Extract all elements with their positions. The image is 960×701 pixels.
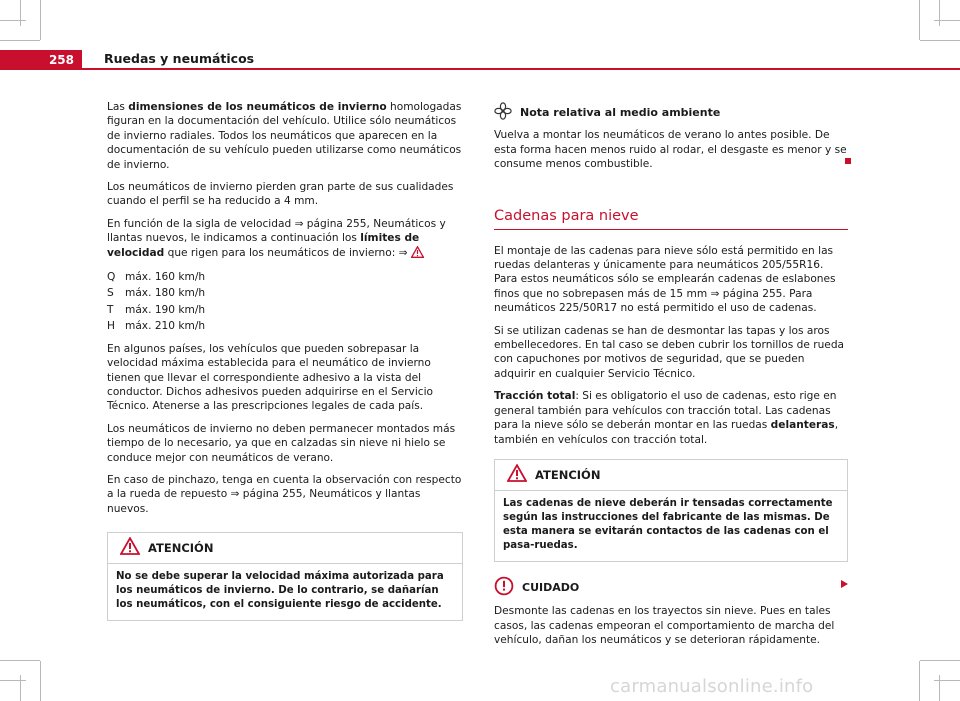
crop-mark [939,0,940,26]
list-item: T máx. 190 km/h [107,303,206,316]
paragraph-adhesive: En algunos países, los vehículos que pueden sobrepasar la velocidad máxima establecida para el neumático de invierno tienen que llevar el correspondiente adhesivo a la vista del conductor. Dichos adhesivos pueden adquirirse en el Servicio Técnico. Atenerse a las prescripciones legales de cada país. [107,342,434,413]
end-square-icon [845,158,851,164]
crop-mark [0,660,40,661]
header-rule [82,68,960,70]
environment-note-text: Vuelva a montar los neumáticos de verano lo antes posible. De esta forma hacen menos ruido al rodar, el desgaste es menor y se consume menos combustible. [494,129,847,171]
speed-limit-list [107,270,463,334]
paragraph-hub-caps: Si se utilizan cadenas se han de desmontar las tapas y los aros embellecedores. En tal caso se deben cubrir los tornillos de rueda con capuchones por motivos de seguridad, que se pueden adquirir en cualquier Servicio Técnico. [494,324,845,380]
warning-box [107,532,463,621]
caution-icon [494,576,514,600]
section-title: Cadenas para nieve [494,207,639,224]
paragraph-puncture: En caso de pinchazo, tenga en cuenta la observación con respecto a la rueda de repuesto ⇒ página 255, Neumáticos y llantas nuevos. [107,473,462,515]
right-column [494,102,848,648]
caution-text: Desmonte las cadenas en los trayectos sin nieve. Pues en tales casos, las cadenas empeoran el comportamiento de marcha del vehículo, dañan los neumáticos y se deterioran rápidamente. [494,605,835,647]
crop-mark [934,20,960,21]
crop-mark [934,680,960,681]
crop-mark [919,0,920,40]
warning-triangle-icon [507,464,527,486]
crop-mark [920,660,960,661]
warning-triangle-icon [411,246,424,262]
crop-mark [0,680,26,681]
list-item: H máx. 210 km/h [107,320,206,333]
crop-mark [919,661,920,701]
crop-mark [920,40,960,41]
environment-note-icon [494,102,512,124]
crop-mark [20,0,21,26]
warning-text: No se debe superar la velocidad máxima autorizada para los neumáticos de invierno. De lo contrario, se dañarían los neumáticos, con el consiguiente riesgo de accidente. [116,571,444,611]
paragraph-speed-limits: En función de la sigla de velocidad ⇒ página 255, Neumáticos y llantas nuevos, le indicamos a continuación los límites de velocidad que rigen para los neumáticos de invierno: ⇒ [107,217,463,262]
left-column [107,100,463,621]
crop-mark [0,20,26,21]
watermark: carmanualsonline.info [610,676,814,697]
crop-mark [0,40,40,41]
caution-note [494,576,848,648]
warning-triangle-icon [120,537,140,559]
list-item: S máx. 180 km/h [107,287,206,300]
section-header [494,206,848,230]
paragraph-chain-mounting: El montaje de las cadenas para nieve sólo está permitido en las ruedas delanteras y únicamente para neumáticos 205/55R16. Para estos neumáticos sólo se emplearán cadenas de eslabones finos que no sobrepasen más de 15 mm ⇒ página 255. Para neumáticos 225/50R17 no está permitido el uso de cadenas. [494,244,836,315]
warning-text: Las cadenas de nieve deberán ir tensadas correctamente según las instrucciones del fabricante de las mismas. De esta manera se evitarán contactos de las cadenas con el pasa-ruedas. [503,497,833,551]
page-number: 258 [0,50,82,70]
paragraph-winter-tyre-sizes: Las dimensiones de los neumáticos de invierno homologadas figuran en la documentación del vehículo. Utilice sólo neumáticos de invierno radiales. Todos los neumáticos que aparecen en la documentación de su vehículo pueden utilizarse como neumáticos de invierno. [107,101,462,171]
caution-title: CUIDADO [522,580,580,594]
environment-note-title: Nota relativa al medio ambiente [520,106,721,119]
warning-title: ATENCIÓN [148,540,214,555]
crop-mark [939,675,940,701]
paragraph-removal: Los neumáticos de invierno no deben permanecer montados más tiempo de lo necesario, ya que en calzadas sin nieve ni hielo se conduce mejor con neumáticos de verano. [107,422,456,464]
crop-mark [40,0,41,40]
crop-mark [20,675,21,701]
paragraph-tread-depth: Los neumáticos de invierno pierden gran parte de sus cualidades cuando el perfil se ha reducido a 4 mm. [107,181,454,208]
warning-title: ATENCIÓN [535,467,601,482]
crop-mark [40,661,41,701]
warning-box [494,459,848,562]
environment-note [494,102,848,172]
list-item: Q máx. 160 km/h [107,271,206,284]
paragraph-all-wheel-drive: Tracción total: Si es obligatorio el uso de cadenas, esto rige en general también para vehículos con tracción total. Las cadenas para la nieve sólo se deberán montar en las ruedas delanteras, también en vehículos con tracción total. [494,390,839,446]
continue-arrow-icon [841,580,848,588]
chapter-title: Ruedas y neumáticos [104,51,255,66]
section-rule [494,229,848,230]
